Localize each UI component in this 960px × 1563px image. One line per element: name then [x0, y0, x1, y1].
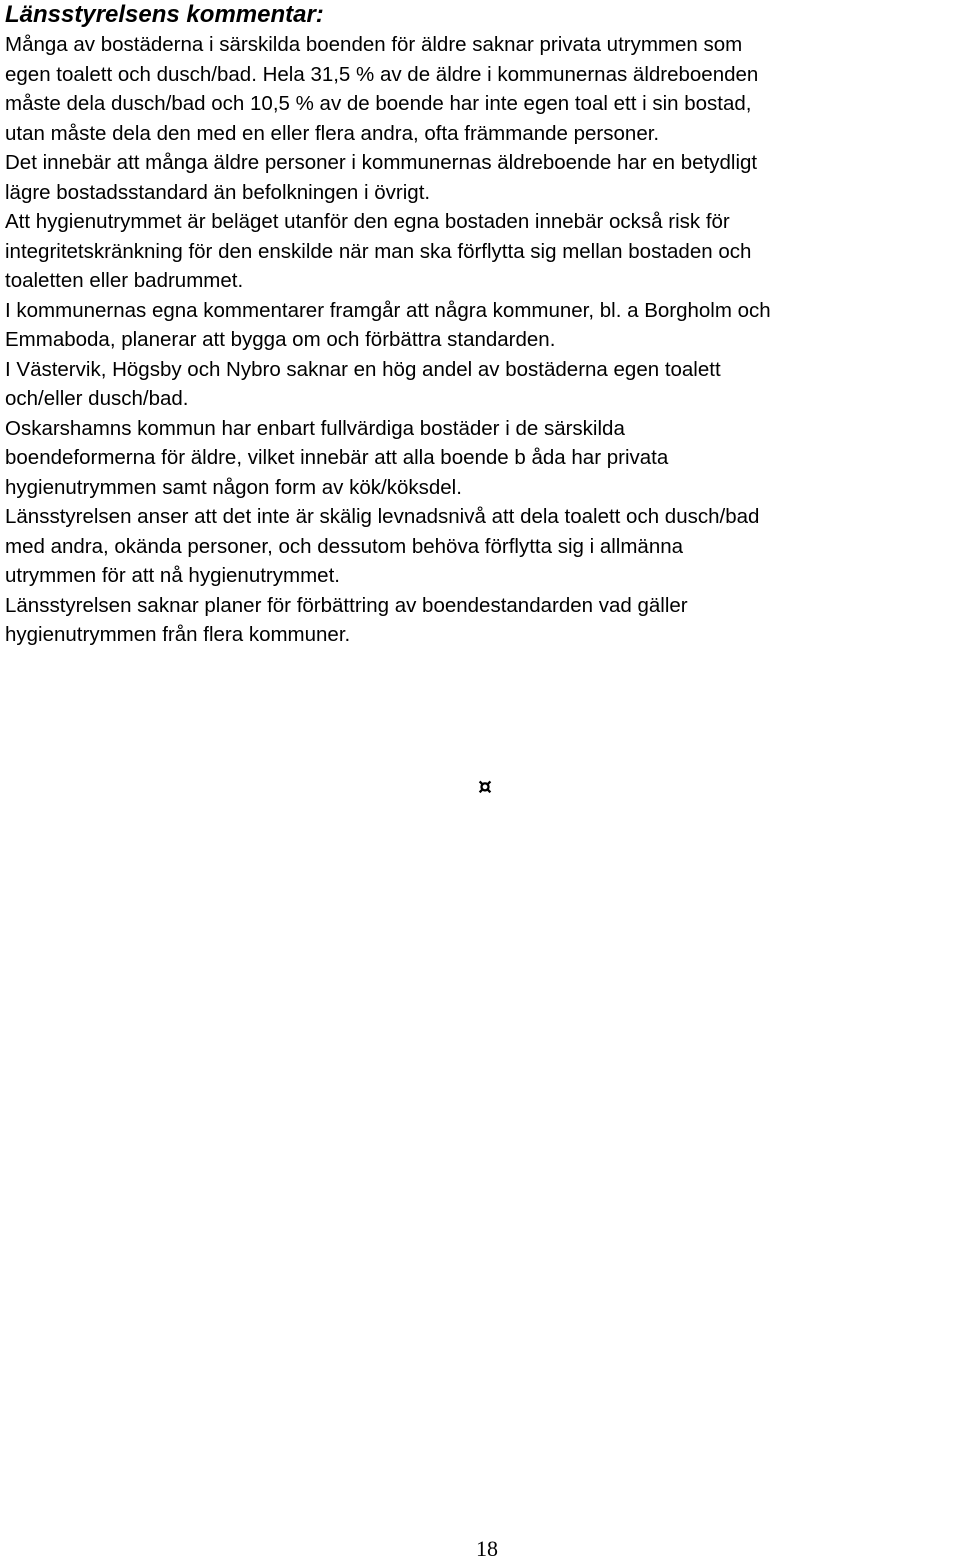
text-line: boendeformerna för äldre, vilket innebär att alla boende b åda har privata — [5, 446, 669, 469]
text-line: och/eller dusch/bad. — [5, 387, 189, 410]
text-line: Många av bostäderna i särskilda boenden för äldre saknar privata utrymmen som — [5, 33, 743, 56]
body-text — [5, 30, 771, 650]
text-line: måste dela dusch/bad och 10,5 % av de boende har inte egen toal ett i sin bostad, — [5, 92, 752, 115]
text-line: Länsstyrelsen saknar planer för förbättring av boendestandarden vad gäller — [5, 593, 688, 617]
text-line: Att hygienutrymmet är beläget utanför den egna bostaden innebär också risk för — [5, 210, 730, 233]
text-line: Länsstyrelsen anser att det inte är skälig levnadsnivå att dela toalett och dusch/bad — [5, 505, 760, 528]
text-line: utrymmen för att nå hygienutrymmet. — [5, 564, 340, 587]
text-line: hygienutrymmen samt någon form av kök/köksdel. — [5, 475, 462, 499]
text-line: egen toalett och dusch/bad. Hela 31,5 % av de äldre i kommunernas äldreboenden — [5, 62, 759, 86]
text-line: toaletten eller badrummet. — [5, 269, 244, 292]
text-line: I Västervik, Högsby och Nybro saknar en hög andel av bostäderna egen toalett — [5, 357, 721, 381]
text-line: Det innebär att många äldre personer i kommunernas äldreboende har en betydligt — [5, 151, 758, 174]
text-line: utan måste dela den med en eller flera andra, ofta främmande personer. — [5, 121, 660, 145]
text-line: hygienutrymmen från flera kommuner. — [5, 623, 351, 646]
text-line: Emmaboda, planerar att bygga om och förbättra standarden. — [5, 328, 556, 351]
text-line: Oskarshamns kommun har enbart fullvärdiga bostäder i de särskilda — [5, 416, 625, 440]
page-number: 18 — [476, 1536, 498, 1561]
text-line: med andra, okända personer, och dessutom behöva förflytta sig i allmänna — [5, 534, 684, 558]
section-heading: Länsstyrelsens kommentar: — [5, 1, 324, 28]
text-line: I kommunernas egna kommentarer framgår att några kommuner, bl. a Borgholm och — [5, 298, 771, 322]
text-line: integritetskränkning för den enskilde när man ska förflytta sig mellan bostaden och — [5, 239, 752, 263]
end-of-section-symbol: ¤ — [478, 775, 492, 800]
text-line: lägre bostadsstandard än befolkningen i övrigt. — [5, 180, 431, 204]
